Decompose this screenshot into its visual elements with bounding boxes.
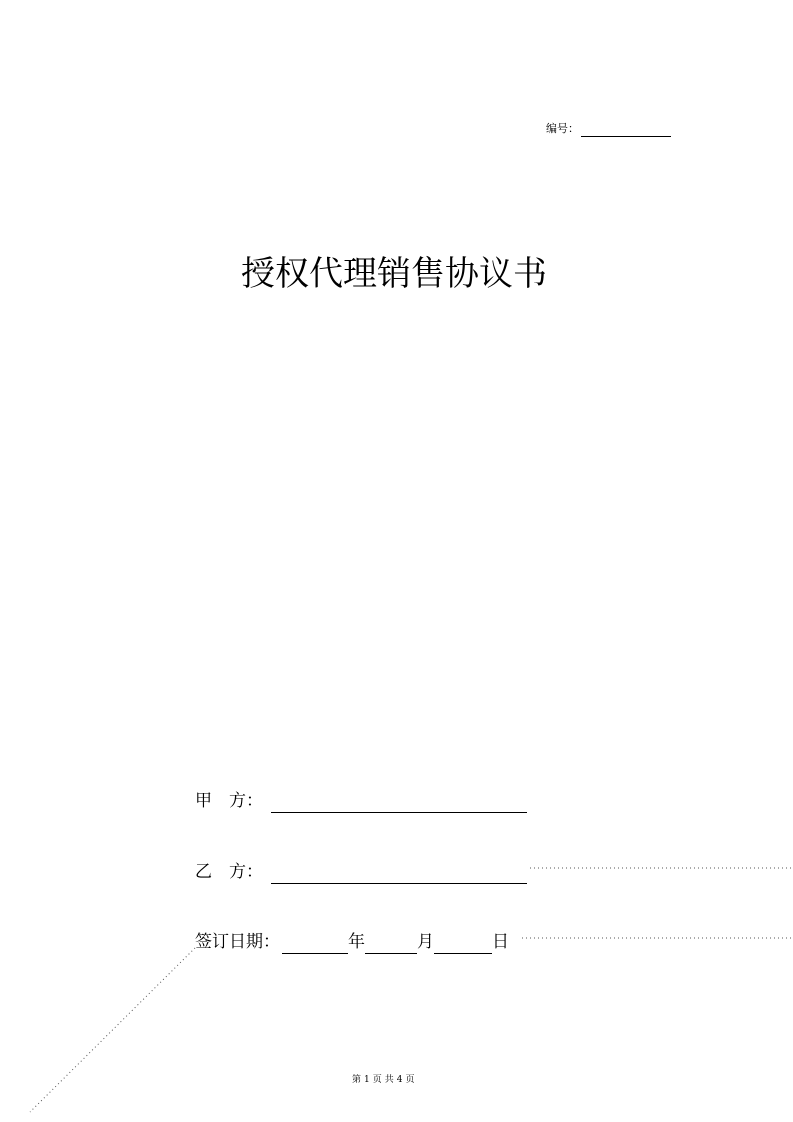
month-label: 月 <box>417 932 434 952</box>
document-number-field[interactable] <box>581 124 671 137</box>
dotted-line-diagonal <box>30 948 195 1112</box>
party-b-row <box>195 860 527 884</box>
party-a-row <box>195 789 527 813</box>
signing-date-label: 签订日期： <box>195 932 280 952</box>
footer-page-number: 1 <box>364 1075 370 1085</box>
party-a-field[interactable] <box>271 794 527 813</box>
page-title: 授权代理销售协议书 <box>241 254 547 294</box>
document-number <box>546 121 671 137</box>
footer-total-pages: 4 <box>396 1075 403 1085</box>
page-footer <box>352 1073 418 1087</box>
signing-month-field[interactable] <box>365 935 417 954</box>
footer-prefix: 第 <box>352 1075 362 1085</box>
signing-date-row <box>195 930 509 954</box>
footer-page-unit: 页 <box>372 1075 382 1085</box>
year-label: 年 <box>348 932 365 952</box>
party-a-label: 甲 方： <box>195 791 263 811</box>
footer-total-prefix: 共 <box>384 1075 394 1085</box>
party-b-field[interactable] <box>271 865 527 884</box>
party-b-label: 乙 方： <box>195 862 263 882</box>
signing-year-field[interactable] <box>282 935 348 954</box>
day-label: 日 <box>492 932 509 952</box>
signing-day-field[interactable] <box>434 935 492 954</box>
footer-total-unit: 页 <box>405 1075 415 1085</box>
document-number-label: 编号： <box>546 122 579 135</box>
